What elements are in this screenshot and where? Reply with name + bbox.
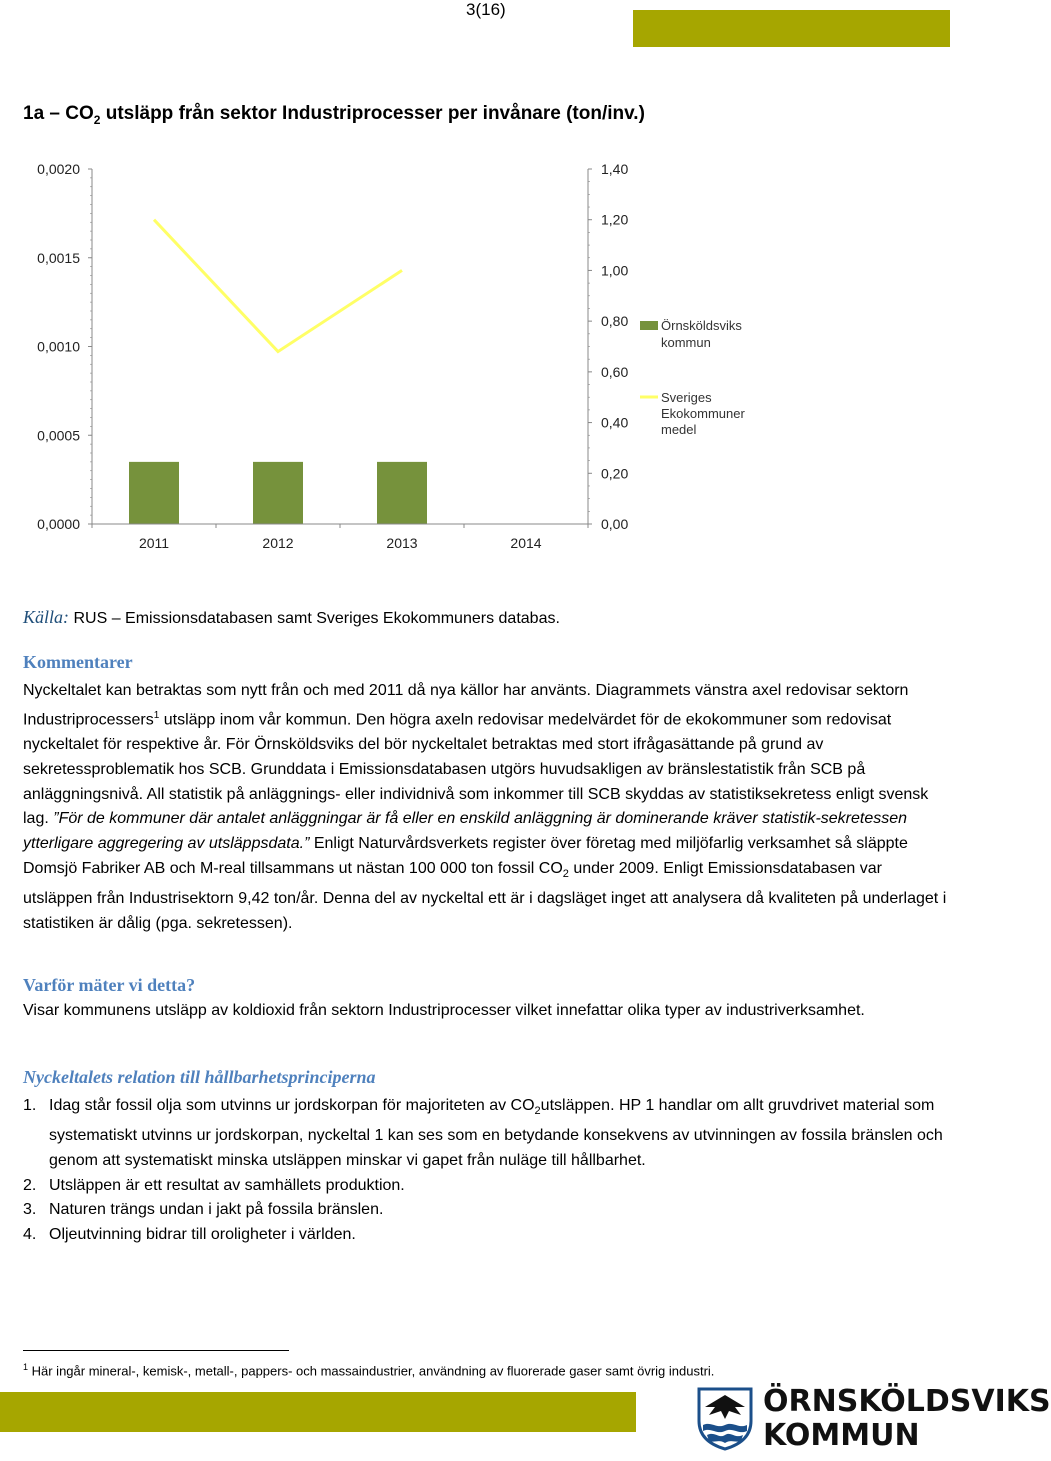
source-line	[23, 605, 953, 632]
legend-label: kommun	[661, 335, 711, 350]
right-axis-tick-label: 0,20	[601, 465, 629, 482]
heading-kommentarer: Kommentarer	[23, 652, 133, 672]
source-text: RUS – Emissionsdatabasen samt Sveriges Ekokommuners databas.	[69, 610, 560, 627]
legend-label: Ekokommuner	[661, 406, 745, 421]
municipality-logo	[695, 1384, 1051, 1455]
logo-text-line1: ÖRNSKÖLDSVIKS	[763, 1384, 1051, 1419]
left-axis-tick-label: 0,0000	[37, 516, 80, 532]
right-axis-tick-label: 1,20	[601, 211, 629, 228]
bar	[377, 462, 427, 524]
left-axis-tick-label: 0,0010	[37, 338, 80, 355]
chart-legend	[640, 318, 745, 437]
varfor-paragraph: Visar kommunens utsläpp av koldioxid från sektorn Industriprocesser vilket innefattar olika typer av industriverksamhet.	[23, 1002, 865, 1019]
x-axis-tick-label: 2012	[262, 535, 294, 551]
footer-accent-bar	[0, 1392, 636, 1432]
legend-swatch-bar	[640, 321, 658, 330]
footnote: $^1$ Här ingår mineral-, kemisk-, metall-, pappers- och massaindustrier, användning av fluorerade gaser samt övrig industri.	[23, 1362, 715, 1379]
header-accent-bar	[633, 10, 950, 47]
right-axis-tick-label: 0,60	[601, 363, 629, 380]
right-axis-tick-label: 0,40	[601, 414, 629, 431]
left-axis-tick-label: 0,0015	[37, 249, 80, 266]
x-axis-tick-label: 2011	[138, 535, 170, 551]
emissions-chart	[0, 150, 960, 570]
footnote-divider	[23, 1350, 289, 1351]
x-axis-tick-label: 2014	[510, 535, 542, 551]
right-axis-tick-label: 1,00	[601, 262, 629, 279]
right-axis	[588, 161, 628, 532]
bar-series	[129, 462, 427, 524]
right-axis-tick-label: 0,80	[601, 313, 629, 330]
x-axis-tick-label: 2013	[386, 535, 418, 551]
right-axis-tick-label: 1,40	[601, 161, 629, 177]
left-axis	[37, 161, 92, 532]
legend-label: medel	[661, 422, 697, 437]
list-item: 2. Utsläppen är ett resultat av samhällets produktion.	[23, 1176, 405, 1194]
comment-paragraph: Nyckeltalet kan betraktas som nytt från och med 2011 då nya källor har använts. Diagrammets vänstra axel redovisar sektorn Industriprocessers$^1$ utsläpp inom vår kommun. Den högra axeln redovisar medelvärdet för de ekokommuner som redovisat nyckeltalet för respektive år. För Örnsköldsviks del bör nyckeltalet betraktas med stort ifrågasättande på grund av sekretessproblematik hos SCB. Grunddata i Emissionsdatabasen utgörs huvudsakligen av bränslestatistik från SCB på anläggningsnivå. All statistik på anläggnings- eller individnivå som inkommer till SCB skyddas av statistiksekretess enligt svensk lag. ”För de kommuner där antalet anläggningar är få eller en enskild anläggning är dominerande kräver statistik-sekretessen ytterligare aggregering av utsläppsdata.” Enligt Naturvårdsverkets register över företag med miljöfarlig verksamhet så släppte Domsjö Fabriker AB och M-real tillsammans ut nästan 100 000 ton fossil $CO_2$ under 2009. Enligt Emissionsdatabasen var utsläppen från Industrisektorn 9,42 ton/år. Denna del av nyckeltal ett är i dagsläget inget att analysera då kvaliteten på underlaget i statistiken är dålig (pga. sekretessen).	[23, 682, 947, 932]
legend-label: Sveriges	[661, 390, 712, 405]
page-number: 3(16)	[466, 0, 506, 19]
quote: ”För de kommuner där antalet anläggningar är få eller en enskild anläggning är dominerande kräver statistik-sekretessen ytterligare aggregering av utsläppsdata.”	[23, 810, 908, 853]
legend-label: Örnsköldsviks	[661, 318, 742, 333]
left-axis-tick-label: 0,0005	[37, 427, 80, 444]
footnote-ref: 1	[153, 709, 160, 721]
heading-relation: Nyckeltalets relation till hållbarhetsprinciperna	[23, 1067, 376, 1087]
coat-of-arms-icon	[695, 1385, 755, 1451]
x-axis-ticks	[92, 524, 588, 551]
list-item: 4. Oljeutvinning bidrar till oroligheter i världen.	[23, 1226, 356, 1244]
source-label: Källa:	[23, 607, 70, 627]
bar	[129, 462, 179, 524]
left-axis-tick-label: 0,0020	[37, 161, 80, 177]
bar	[253, 462, 303, 524]
principles-list	[23, 1094, 953, 1248]
chart-title: $1a - CO_2$ utsläpp från sektor Industriprocesser per invånare (ton/inv.)	[23, 103, 645, 127]
heading-varfor: Varför mäter vi detta?	[23, 975, 196, 995]
logo-text-line2: KOMMUN	[763, 1418, 920, 1453]
series-line	[154, 220, 402, 352]
list-item: 1. Idag står fossil olja som utvinns ur jordskorpan för majoriteten av $CO_2utsläppen$. HP 1 handlar om allt gruvdrivet material som systematiskt utvinns ur jordskorpan, nyckeltal 1 kan ses som en betydande konsekvens av utvinningen av fossila bränslen och genom att systematiskt minska utsläppen minskar vi gapet från nuläge till hållbarhet.	[23, 1097, 943, 1169]
list-item: 3. Naturen trängs undan i jakt på fossila bränslen.	[23, 1201, 384, 1219]
line-series	[154, 220, 402, 352]
right-axis-tick-label: 0,00	[601, 516, 629, 532]
